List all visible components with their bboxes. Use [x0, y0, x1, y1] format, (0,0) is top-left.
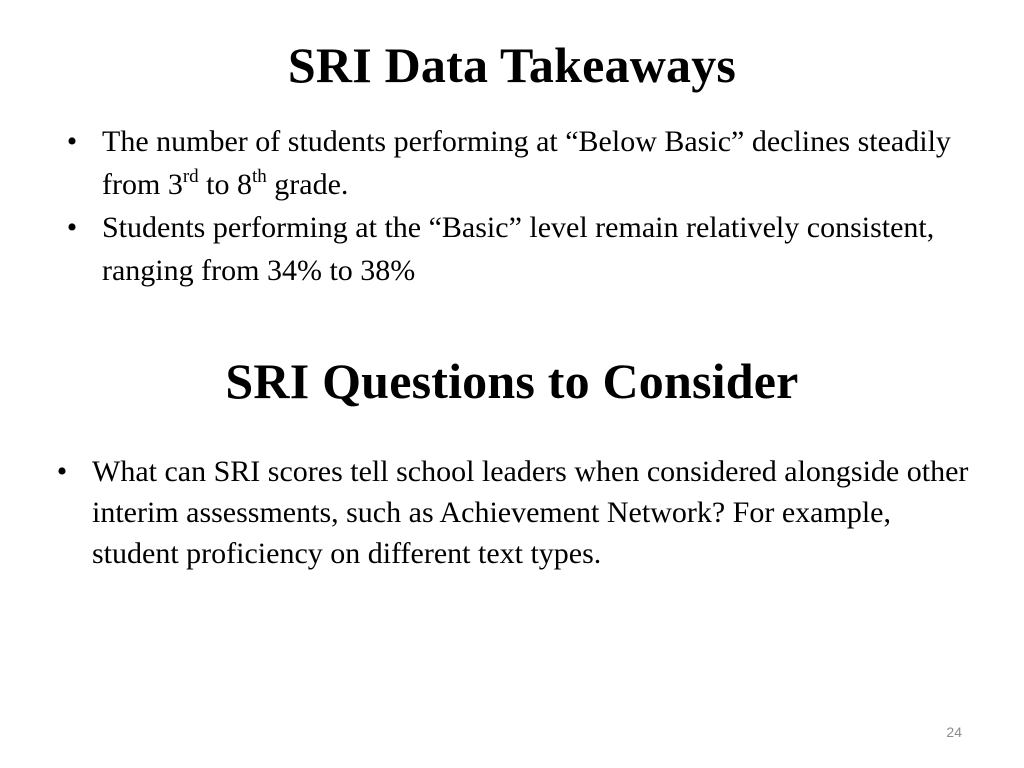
takeaway-text-part: The number of students performing at “Below Basic” declines steadily from 3: [102, 125, 951, 201]
slide-title-takeaways: SRI Data Takeaways: [287, 37, 737, 93]
takeaway-text-part: to 8: [198, 168, 252, 201]
list-item: [52, 451, 972, 574]
page-number: 24: [946, 724, 962, 740]
bullet-icon: •: [66, 125, 78, 158]
list-item: [62, 120, 962, 206]
slide-title-questions: SRI Questions to Consider: [225, 353, 799, 409]
takeaway-text: Students performing at the “Basic” level remain relatively consistent, ranging from 34% to 38%: [102, 211, 935, 287]
takeaway-text-part: grade.: [266, 168, 349, 201]
ordinal-suffix: th: [252, 166, 267, 187]
bullet-icon: •: [56, 455, 68, 488]
question-text: What can SRI scores tell school leaders when considered alongside other interim assessments, such as Achievement Network? For example, student proficiency on different text types.: [92, 455, 969, 570]
bullet-icon: •: [66, 211, 78, 244]
takeaways-list: [62, 120, 962, 292]
ordinal-suffix: rd: [182, 166, 199, 187]
questions-list: [52, 451, 972, 574]
takeaway-text: [102, 125, 951, 201]
list-item: [62, 206, 962, 292]
